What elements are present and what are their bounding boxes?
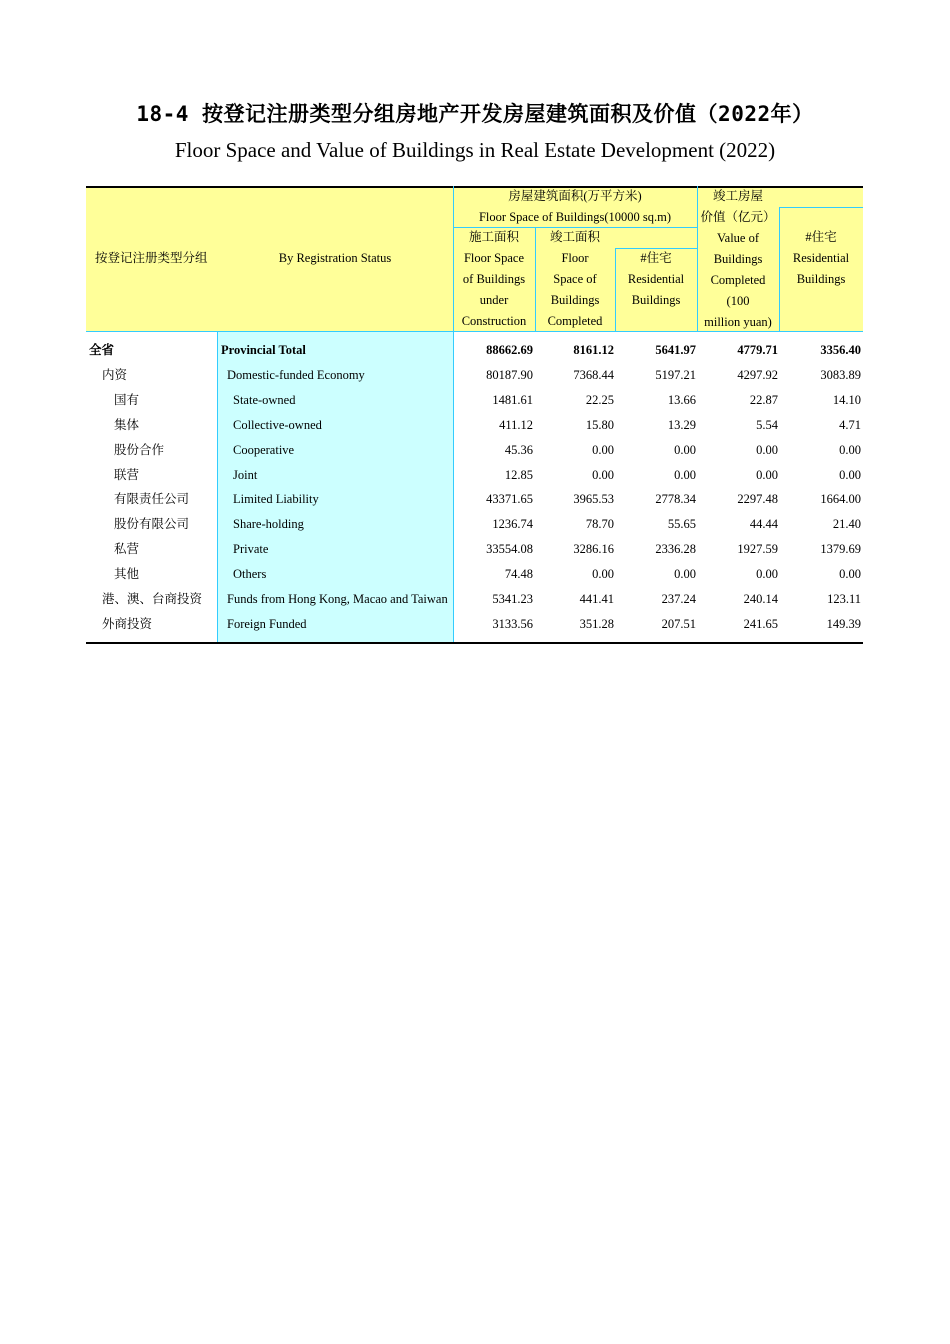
table-row [86, 562, 863, 587]
row-label-cn: 股份有限公司 [114, 517, 190, 532]
row-value: 5641.97 [655, 343, 696, 357]
row-value: 8161.12 [573, 343, 614, 357]
row-value: 4.71 [839, 417, 861, 432]
row-value: 4297.92 [737, 367, 778, 382]
row-label-en: Cooperative [233, 442, 295, 457]
row-value: 1236.74 [492, 517, 533, 532]
page-title-cn: 18-4 按登记注册类型分组房地产开发房屋建筑面积及价值（2022年） [136, 102, 814, 126]
row-value: 0.00 [839, 567, 861, 582]
row-label-en: State-owned [233, 392, 296, 407]
row-value: 21.40 [832, 517, 861, 532]
row-value: 5.54 [756, 417, 778, 432]
row-value: 0.00 [674, 467, 696, 482]
row-label-en: Foreign Funded [227, 616, 307, 631]
row-value: 0.00 [756, 467, 778, 482]
row-label-cn: 国有 [114, 392, 140, 407]
row-value: 5197.21 [655, 367, 696, 382]
row-label-en: Joint [233, 467, 258, 482]
header-value-residential: #住宅 Residential Buildings [792, 230, 850, 286]
row-value: 1927.59 [737, 542, 778, 557]
row-label-en: Funds from Hong Kong, Macao and Taiwan [227, 592, 448, 606]
header-group-en: By Registration Status [278, 251, 392, 265]
table-row [86, 363, 863, 388]
header-floor-space-cn: 房屋建筑面积(万平方米) [508, 189, 642, 203]
row-label-cn: 内资 [102, 367, 128, 382]
row-value: 12.85 [504, 467, 533, 482]
row-value: 1379.69 [820, 542, 861, 557]
row-value: 0.00 [674, 567, 696, 582]
row-value: 88662.69 [486, 343, 533, 357]
row-label-cn: 私营 [114, 542, 140, 557]
row-value: 0.00 [756, 442, 778, 457]
row-label-cn: 其他 [114, 567, 140, 582]
row-value: 33554.08 [486, 542, 533, 557]
row-label-cn: 港、澳、台商投资 [102, 592, 203, 606]
row-value: 2297.48 [737, 492, 778, 507]
row-value: 3133.56 [492, 616, 533, 631]
row-value: 351.28 [579, 616, 614, 631]
row-value: 0.00 [592, 467, 614, 482]
row-value: 43371.65 [486, 492, 533, 507]
table-row [86, 338, 863, 363]
row-value: 13.66 [667, 392, 696, 407]
row-value: 55.65 [667, 517, 696, 532]
row-label-en: Domestic-funded Economy [227, 367, 365, 382]
row-value: 237.24 [661, 592, 696, 606]
row-value: 2778.34 [655, 492, 696, 507]
row-value: 1664.00 [820, 492, 861, 507]
row-label-en: Private [233, 542, 269, 557]
header-group-cn: 按登记注册类型分组 [95, 251, 208, 265]
row-value: 240.14 [743, 592, 778, 606]
row-value: 0.00 [674, 442, 696, 457]
table-row [86, 463, 863, 488]
row-value: 411.12 [499, 417, 533, 432]
row-value: 80187.90 [486, 367, 533, 382]
row-value: 78.70 [585, 517, 614, 532]
row-label-en: Collective-owned [233, 417, 322, 432]
row-value: 14.10 [832, 392, 861, 407]
row-label-cn: 联营 [114, 467, 140, 482]
row-value: 2336.28 [655, 542, 696, 557]
row-value: 123.11 [827, 592, 861, 606]
row-value: 4779.71 [737, 343, 778, 357]
row-label-cn: 集体 [114, 417, 140, 432]
row-value: 5341.23 [492, 592, 533, 606]
row-label-cn: 全省 [89, 343, 115, 357]
row-label-cn: 有限责任公司 [114, 492, 190, 507]
row-value: 149.39 [826, 616, 861, 631]
table-bottom-border [86, 642, 863, 644]
row-value: 0.00 [592, 442, 614, 457]
table-row [86, 438, 863, 463]
row-value: 0.00 [839, 467, 861, 482]
header-under-construction: 施工面积 Floor Space of Buildings under Construction [461, 230, 527, 328]
row-value: 3965.53 [573, 492, 614, 507]
row-value: 3286.16 [573, 542, 614, 557]
row-label-en: Others [233, 567, 267, 582]
row-value: 15.80 [585, 417, 614, 432]
table-row [86, 512, 863, 537]
row-value: 241.65 [743, 616, 778, 631]
table-row [86, 537, 863, 562]
table-row [86, 487, 863, 512]
row-value: 3356.40 [820, 343, 861, 357]
row-value: 13.29 [667, 417, 696, 432]
table-row [86, 587, 863, 612]
header-value: 竣工房屋 价值（亿元） Value of Buildings Completed (100 million yuan) [700, 189, 776, 329]
row-value: 207.51 [661, 616, 696, 631]
row-label-cn: 外商投资 [102, 616, 153, 631]
row-value: 22.87 [749, 392, 778, 407]
row-value: 22.25 [585, 392, 614, 407]
row-label-en: Share-holding [233, 517, 304, 532]
row-value: 0.00 [756, 567, 778, 582]
row-label-cn: 股份合作 [114, 442, 165, 457]
row-value: 45.36 [504, 442, 533, 457]
row-value: 0.00 [839, 442, 861, 457]
row-label-en: Provincial Total [221, 343, 306, 357]
row-value: 44.44 [749, 517, 778, 532]
row-label-en: Limited Liability [233, 492, 319, 507]
data-table [86, 186, 863, 645]
header-residential: #住宅 Residential Buildings [627, 251, 685, 307]
row-value: 441.41 [579, 592, 614, 606]
row-value: 1481.61 [492, 392, 533, 407]
header-completed: 竣工面积 Floor Space of Buildings Completed [547, 230, 603, 328]
row-value: 74.48 [504, 567, 533, 582]
page-title-en: Floor Space and Value of Buildings in Real Estate Development (2022) [174, 138, 776, 162]
table-row [86, 413, 863, 438]
row-value: 3083.89 [820, 367, 861, 382]
table-row [86, 388, 863, 413]
row-value: 7368.44 [573, 367, 614, 382]
header-floor-space-en: Floor Space of Buildings(10000 sq.m) [478, 210, 671, 224]
table-row [86, 612, 863, 637]
row-value: 0.00 [592, 567, 614, 582]
